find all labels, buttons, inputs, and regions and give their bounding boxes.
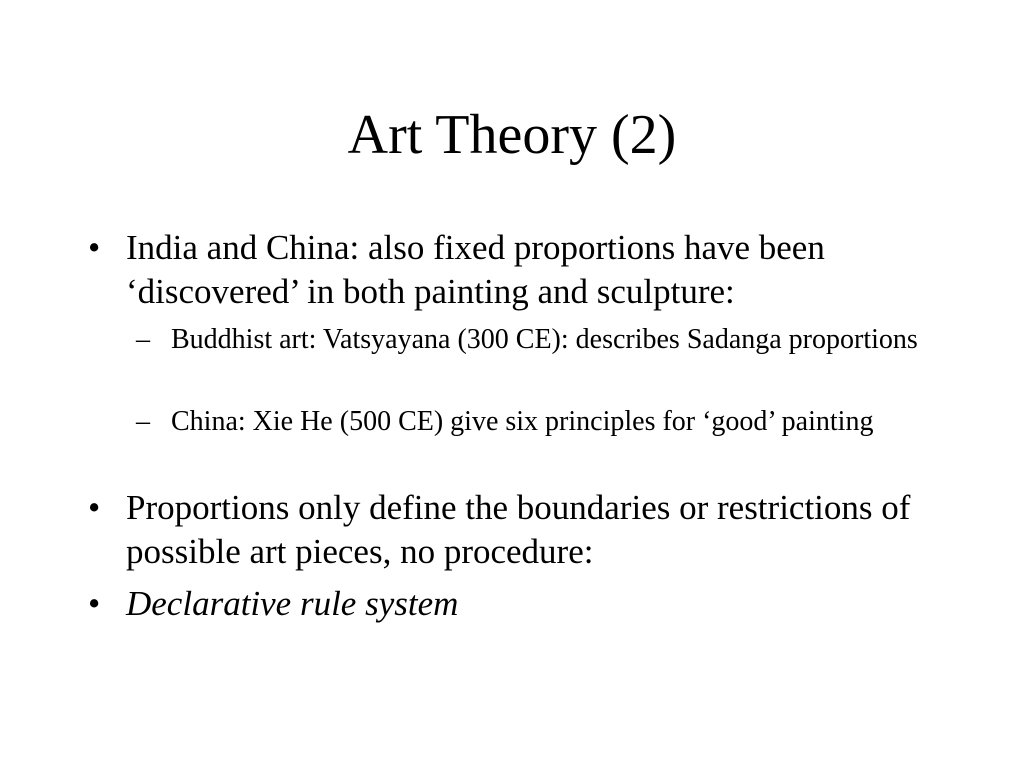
bullet-text: Proportions only define the boundaries or restrictions of possible art pieces, no procedure: — [126, 488, 911, 571]
bullet-icon: • — [88, 488, 101, 527]
dash-icon: – — [136, 324, 150, 355]
bullet-text: Declarative rule system — [126, 584, 459, 623]
bullet-icon: • — [88, 584, 101, 623]
bullet-text: India and China: also fixed proportions have been ‘discovered’ in both painting and sculpture: — [126, 228, 825, 311]
slide-title: Art Theory (2) — [347, 104, 677, 166]
dash-icon: – — [136, 406, 150, 437]
sub-bullet-text: Buddhist art: Vatsyayana (300 CE): describes Sadanga proportions — [171, 324, 918, 355]
sub-bullet-text: China: Xie He (500 CE) give six principles for ‘good’ painting — [171, 406, 874, 437]
bullet-icon: • — [88, 228, 101, 267]
